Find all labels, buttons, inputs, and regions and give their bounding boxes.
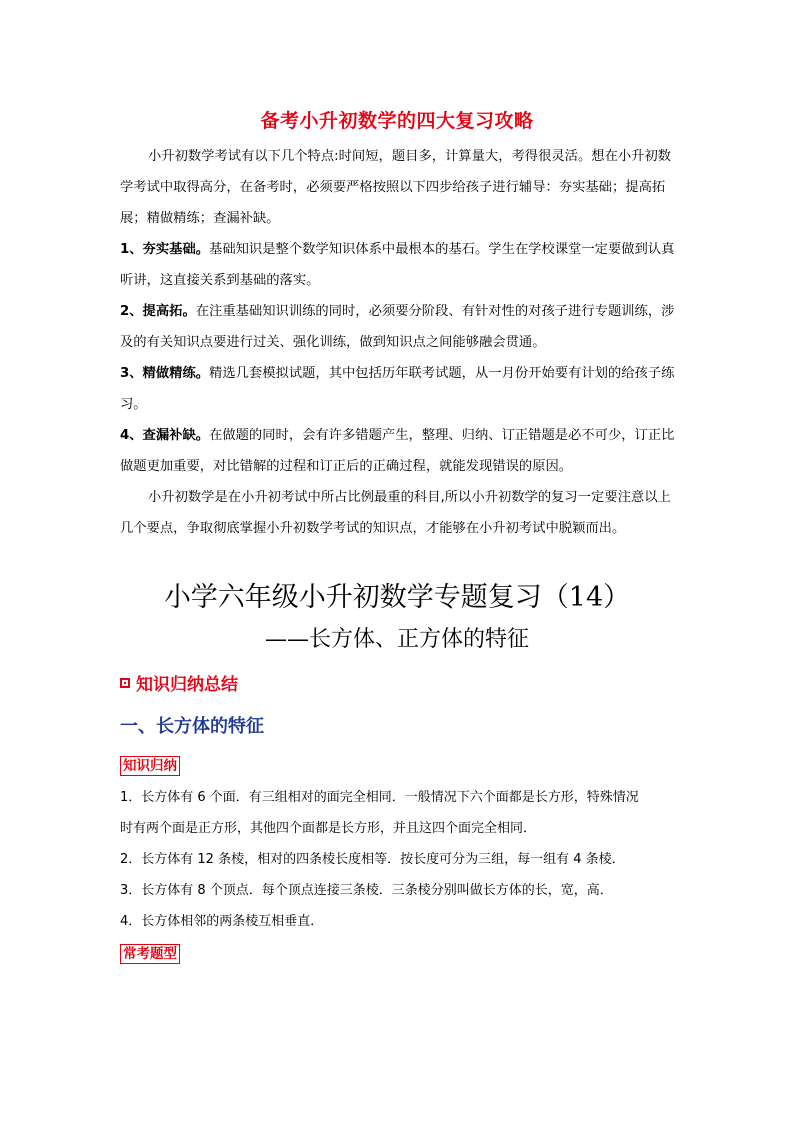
intro-paragraph: 小升初数学考试有以下几个特点:时间短，题目多，计算量大，考得很灵活。想在小升初数学考试中取得高分，在备考时，必须要严格按照以下四步给孩子进行辅导：夯实基础；提高拓展；精做精练；查漏补缺。 [120, 149, 672, 226]
page-title: 备考小升初数学的四大复习攻略 [260, 110, 534, 132]
square-bullet-icon [120, 678, 130, 688]
point-4-label: 4、查漏补缺。 [120, 428, 210, 443]
lesson-title: 小学六年级小升初数学专题复习（14） [163, 582, 631, 613]
list-item: 2．长方体有 12 条棱，相对的四条棱长度相等．按长度可分为三组，每一组有 4 条棱． [120, 852, 625, 867]
section-heading [120, 670, 238, 695]
list-item: 1．长方体有 6 个面．有三组相对的面完全相同．一般情况下六个面都是长方形，特殊情况 [120, 790, 639, 805]
list-item: 4．长方体相邻的两条棱互相垂直． [120, 914, 324, 929]
outro-paragraph: 小升初数学是在小升初考试中所占比例最重的科目,所以小升初数学的复习一定要注意以上几个要点，争取彻底掌握小升初数学考试的知识点，才能够在小升初考试中脱颖而出。 [120, 490, 671, 536]
point-4-text: 在做题的同时，会有许多错题产生，整理、归纳、订正错题是必不可少，订正比做题更加重要，对比错解的过程和订正后的正确过程，就能发现错误的原因。 [120, 428, 675, 474]
section-heading-text: 知识归纳总结 [136, 675, 238, 695]
point-1-label: 1、夯实基础。 [120, 242, 210, 257]
subsection-heading: 一、长方体的特征 [120, 716, 264, 737]
point-4 [120, 420, 676, 482]
list-item: 时有两个面是正方形，其他四个面都是长方形，并且这四个面完全相同． [120, 821, 537, 836]
point-3 [120, 358, 676, 420]
point-2-text: 在注重基础知识训练的同时，必须要分阶段、有针对性的对孩子进行专题训练，涉及的有关知识点要进行过关、强化训练，做到知识点之间能够融会贯通。 [120, 304, 675, 350]
point-1 [120, 234, 676, 296]
point-3-text: 精选几套模拟试题，其中包括历年联考试题，从一月份开始要有计划的给孩子练习。 [120, 366, 675, 412]
point-2 [120, 296, 676, 358]
point-2-label: 2、提高拓。 [120, 304, 196, 319]
point-3-label: 3、精做精练。 [120, 366, 210, 381]
tag-knowledge: 知识归纳 [120, 756, 180, 776]
point-1-text: 基础知识是整个数学知识体系中最根本的基石。学生在学校课堂一定要做到认真听讲，这直接关系到基础的落实。 [120, 242, 675, 288]
list-item: 3．长方体有 8 个顶点．每个顶点连接三条棱．三条棱分别叫做长方体的长，宽，高． [120, 883, 613, 898]
lesson-subtitle: ——长方体、正方体的特征 [264, 627, 529, 652]
tag-common: 常考题型 [120, 944, 180, 964]
feature-list [120, 782, 680, 937]
